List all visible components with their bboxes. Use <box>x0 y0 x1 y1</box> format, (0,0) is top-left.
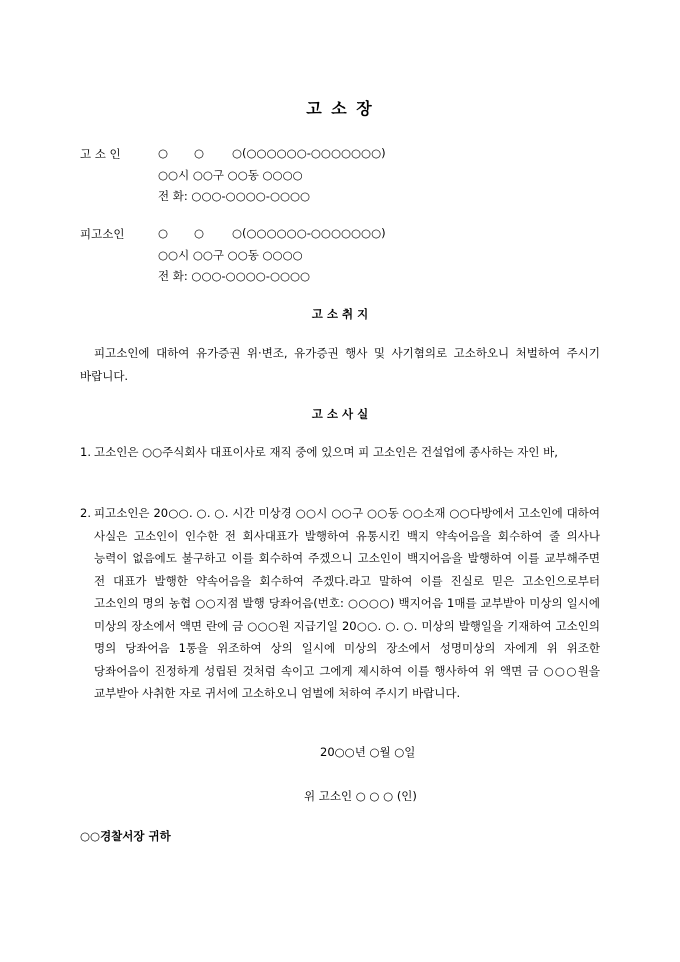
document-date: 20○○년 ○월 ○일 <box>320 745 416 759</box>
facts-item-number: 2. <box>80 506 91 520</box>
purpose-heading: 고 소 취 지 <box>311 307 369 321</box>
complainant-phone: 전 화: ○○○-○○○○-○○○○ <box>158 189 311 203</box>
complainant-name-3: ○(○○○○○○-○○○○○○○) <box>232 146 386 160</box>
defendant-name-1: ○ <box>158 226 169 240</box>
complainant-name-1: ○ <box>158 146 169 160</box>
defendant-name-2: ○ <box>194 226 205 240</box>
defendant-name-3: ○(○○○○○○-○○○○○○○) <box>232 226 386 240</box>
complainant-name-2: ○ <box>194 146 205 160</box>
purpose-text: 피고소인에 대하여 유가증권 위·변조, 유가증권 행사 및 사기혐의로 고소하오니 처벌하여 주시기 바랍니다. <box>80 346 600 383</box>
signature-line: 위 고소인 ○ ○ ○ (인) <box>304 789 417 803</box>
defendant-address: ○○시 ○○구 ○○동 ○○○○ <box>158 248 303 262</box>
document-title: 고 소 장 <box>306 99 374 118</box>
facts-item-number: 1. <box>80 445 91 459</box>
facts-heading: 고 소 사 실 <box>311 407 369 421</box>
defendant-phone: 전 화: ○○○-○○○○-○○○○ <box>158 269 311 283</box>
facts-item-text: 고소인은 ○○주식회사 대표이사로 재직 중에 있으며 피 고소인은 건설업에 종사하는 자인 바, <box>94 445 558 459</box>
facts-item-text: 피고소인은 20○○. ○. ○. 시간 미상경 ○○시 ○○구 ○○동 ○○소재 ○○다방에서 고소인에 대하여 사실은 고소인이 인수한 전 회사대표가 발행하여 유통시킨 백지 약속어음을 회수하여 줄 의사나 능력이 없음에도 불구하고 이를 회수하여 주겠으니 고소인이 백지어음을 발행하여 이를 교부해주면 전 대표가 발행한 약속어음을 회수하여 주겠다.라고 말하여 이를 진실로 믿은 고소인으로부터 고소인의 명의 농협 ○○지점 발행 당좌어음(번호: ○○○○) 백지어음 1매를 교부받아 미상의 일시에 미상의 장소에서 액면 란에 금 ○○○원 지급기일 20○○. ○. ○. 미상의 발행일을 기재하여 고소인의 명의 당좌어음 1통을 위조하여 상의 일시에 미상의 장소에서 성명미상의 자에게 위 위조한 당좌어음이 진정하게 성립된 것처럼 속이고 그에게 제시하여 이를 행사하여 위 액면 금 ○○○원을 교부받아 사취한 자로 귀서에 고소하오니 엄벌에 처하여 주시기 바랍니다. <box>94 506 600 700</box>
recipient: ○○경찰서장 귀하 <box>80 829 171 843</box>
complainant-address: ○○시 ○○구 ○○동 ○○○○ <box>158 168 303 182</box>
facts-item-1 <box>80 441 600 464</box>
complainant-label: 고 소 인 <box>80 147 121 161</box>
defendant-label: 피고소인 <box>80 227 125 241</box>
facts-item-2 <box>80 502 600 705</box>
